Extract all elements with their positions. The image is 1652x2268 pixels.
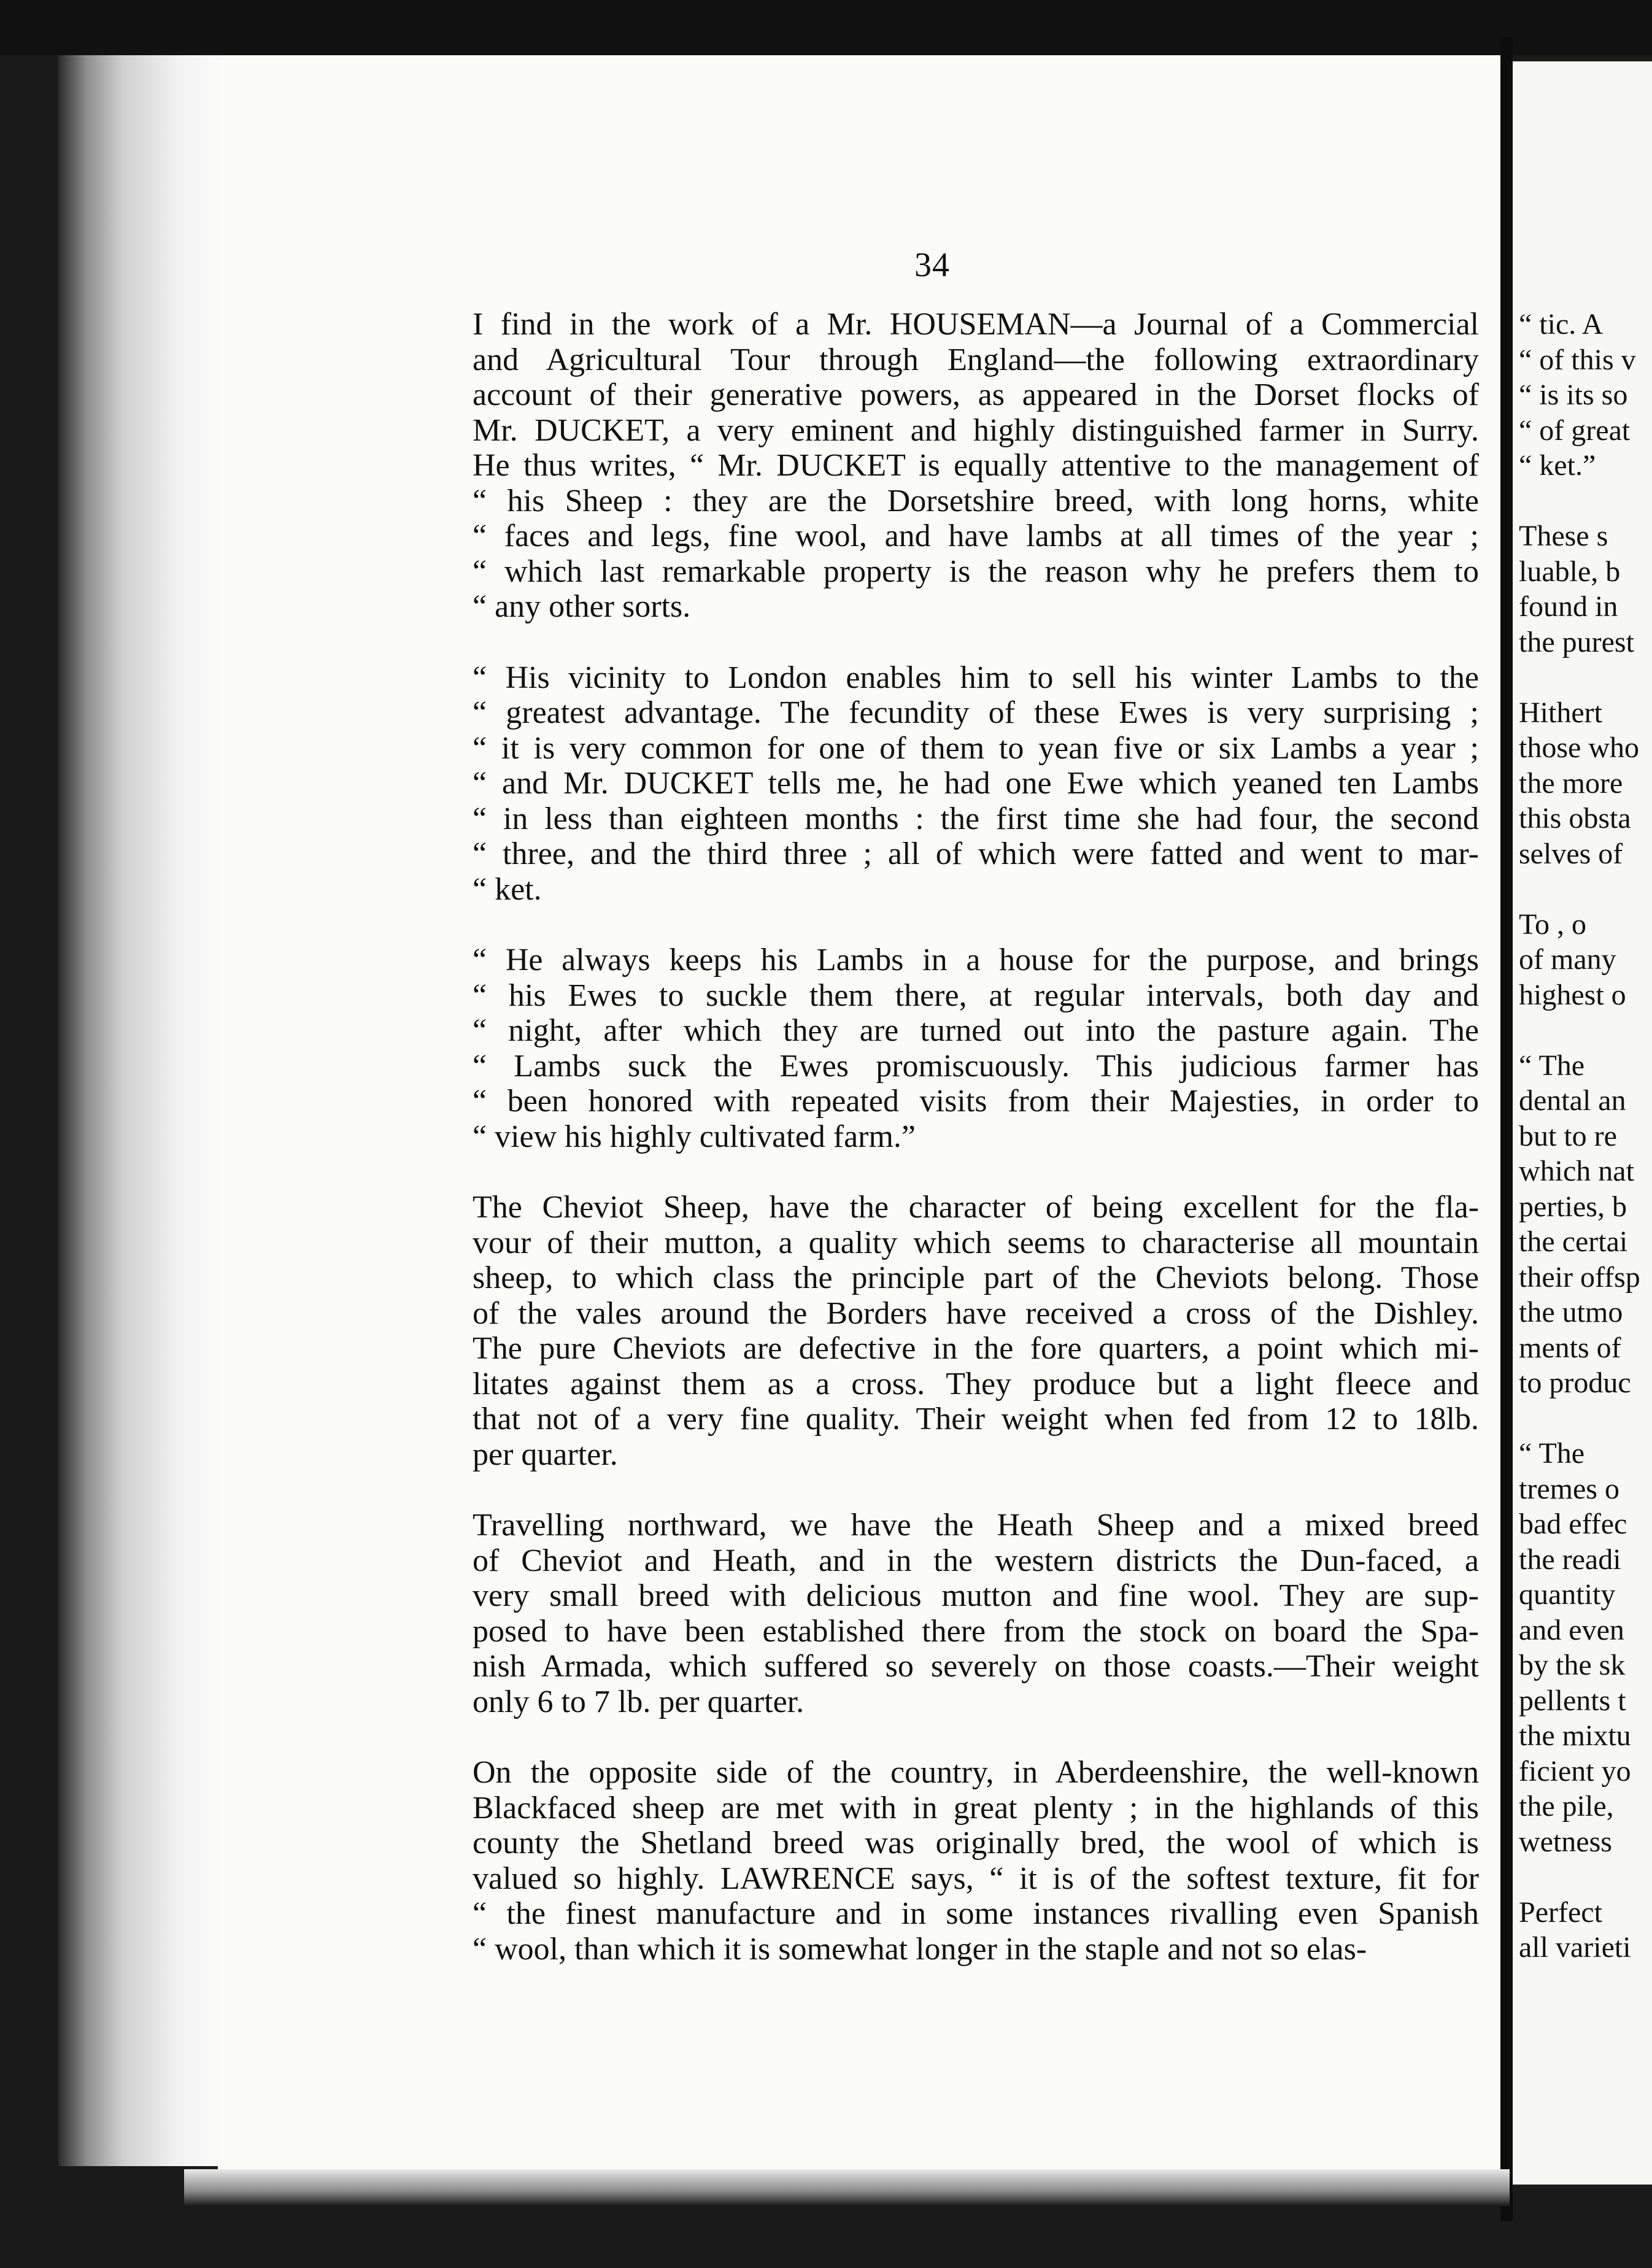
facing-text-line: These s bbox=[1519, 520, 1608, 552]
text-line: “ his Ewes to suckle them there, at regular intervals, both day and bbox=[473, 978, 1479, 1013]
text-line: of the vales around the Borders have received a cross of the Dishley. bbox=[473, 1295, 1479, 1331]
body-text bbox=[473, 307, 1479, 1967]
text-line: “ He always keeps his Lambs in a house for the purpose, and brings bbox=[473, 943, 1479, 978]
text-line: that not of a very fine quality. Their weight when fed from 12 to 18lb. bbox=[473, 1402, 1479, 1437]
text-line: only 6 to 7 lb. per quarter. bbox=[473, 1684, 805, 1719]
text-line: Blackfaced sheep are met with in great plenty ; in the highlands of this bbox=[473, 1790, 1479, 1826]
page-bottom-edge bbox=[184, 2169, 1510, 2206]
facing-text-line: the purest bbox=[1519, 625, 1634, 658]
facing-text-line: highest o bbox=[1519, 978, 1626, 1011]
facing-text-line bbox=[1519, 660, 1652, 695]
text-line: “ the finest manufacture and in some instances rivalling even Spanish bbox=[473, 1896, 1479, 1931]
facing-text-line: Hithert bbox=[1519, 696, 1602, 729]
facing-text-line: selves of bbox=[1519, 837, 1623, 870]
facing-text-line bbox=[1519, 1012, 1652, 1048]
text-line: sheep, to which class the principle part of the Cheviots belong. Those bbox=[473, 1260, 1479, 1295]
text-line: “ it is very common for one of them to yean five or six Lambs a year ; bbox=[473, 730, 1479, 766]
facing-text-line: the readi bbox=[1519, 1543, 1621, 1576]
facing-text-line: pellents t bbox=[1519, 1684, 1626, 1717]
facing-text-line: but to re bbox=[1519, 1119, 1617, 1152]
text-line: account of their generative powers, as appeared in the Dorset flocks of bbox=[473, 377, 1479, 412]
text-line: I find in the work of a Mr. HOUSEMAN—a Journal of a Commercial bbox=[473, 307, 1479, 342]
facing-text-line: which nat bbox=[1519, 1155, 1634, 1187]
page-binding-edge bbox=[58, 55, 218, 2166]
paragraph bbox=[473, 1190, 1479, 1472]
facing-text-line: the more bbox=[1519, 766, 1623, 800]
facing-text-line: this obsta bbox=[1519, 802, 1631, 835]
facing-text-line: ficient yo bbox=[1519, 1754, 1631, 1788]
text-line: “ three, and the third three ; all of which were fatted and went to mar- bbox=[473, 836, 1479, 871]
text-line: “ any other sorts. bbox=[473, 589, 691, 624]
text-line: valued so highly. LAWRENCE says, “ it is of the softest texture, fit for bbox=[473, 1861, 1479, 1896]
paragraph bbox=[473, 1755, 1479, 1967]
scan-border-top bbox=[0, 0, 1652, 55]
facing-text-line: dental an bbox=[1519, 1084, 1626, 1117]
facing-text-line: “ is its so bbox=[1519, 379, 1628, 411]
facing-text-line: “ of great bbox=[1519, 414, 1631, 447]
paragraph-gap bbox=[473, 907, 1479, 943]
text-line: “ his Sheep : they are the Dorsetshire breed, with long horns, white bbox=[473, 483, 1479, 519]
facing-text-line bbox=[1519, 484, 1652, 519]
text-line: Mr. DUCKET, a very eminent and highly distinguished farmer in Surry. bbox=[473, 412, 1479, 448]
facing-text-line: “ tic. A bbox=[1519, 308, 1604, 341]
facing-text-line: “ ket.” bbox=[1519, 449, 1596, 482]
text-line: nish Armada, which suffered so severely on those coasts.—Their weight bbox=[473, 1649, 1479, 1684]
facing-text-line bbox=[1519, 1859, 1652, 1895]
text-line: vour of their mutton, a quality which seems to characterise all mountain bbox=[473, 1225, 1479, 1260]
paragraph bbox=[473, 660, 1479, 908]
text-line: “ Lambs suck the Ewes promiscuously. This judicious farmer has bbox=[473, 1048, 1479, 1084]
facing-text-line: all varieti bbox=[1519, 1931, 1631, 1964]
paragraph-gap bbox=[473, 625, 1479, 660]
text-line: “ greatest advantage. The fecundity of these Ewes is very surprising ; bbox=[473, 695, 1479, 730]
text-line: On the opposite side of the country, in Aberdeenshire, the well-known bbox=[473, 1755, 1479, 1790]
text-line: “ His vicinity to London enables him to sell his winter Lambs to the bbox=[473, 660, 1479, 695]
facing-text-line: to produc bbox=[1519, 1367, 1631, 1399]
facing-text-line: tremes o bbox=[1519, 1472, 1619, 1505]
facing-page-text bbox=[1519, 307, 1652, 1965]
text-line: “ and Mr. DUCKET tells me, he had one Ewe which yeaned ten Lambs bbox=[473, 766, 1479, 801]
facing-text-line: the pile, bbox=[1519, 1790, 1614, 1822]
facing-text-line: wetness bbox=[1519, 1825, 1612, 1858]
facing-text-line: found in bbox=[1519, 590, 1618, 623]
facing-text-line: by the sk bbox=[1519, 1649, 1626, 1681]
facing-text-line: of many bbox=[1519, 943, 1616, 976]
facing-text-line: ments of bbox=[1519, 1331, 1621, 1364]
paragraph bbox=[473, 943, 1479, 1154]
text-line: “ which last remarkable property is the reason why he prefers them to bbox=[473, 554, 1479, 589]
text-line: and Agricultural Tour through England—the following extraordinary bbox=[473, 342, 1479, 377]
page-gutter bbox=[1500, 37, 1513, 2221]
facing-text-line: “ The bbox=[1519, 1049, 1585, 1082]
text-line: of Cheviot and Heath, and in the western districts the Dun-faced, a bbox=[473, 1543, 1479, 1578]
text-line: “ ket. bbox=[473, 871, 542, 907]
text-line: “ been honored with repeated visits from their Majesties, in order to bbox=[473, 1084, 1479, 1119]
text-line: “ faces and legs, fine wool, and have lambs at all times of the year ; bbox=[473, 519, 1479, 554]
facing-text-line bbox=[1519, 871, 1652, 907]
page-number: 34 bbox=[914, 246, 950, 284]
facing-text-line: the certai bbox=[1519, 1225, 1628, 1258]
paragraph bbox=[473, 1508, 1479, 1719]
text-line: litates against them as a cross. They produce but a light fleece and bbox=[473, 1366, 1479, 1402]
text-line: Travelling northward, we have the Heath Sheep and a mixed breed bbox=[473, 1508, 1479, 1543]
facing-text-line: their offsp bbox=[1519, 1260, 1640, 1294]
facing-text-line: “ The bbox=[1519, 1437, 1585, 1470]
text-line: county the Shetland breed was originally bred, the wool of which is bbox=[473, 1826, 1479, 1861]
text-line: “ in less than eighteen months : the first time she had four, the second bbox=[473, 801, 1479, 836]
text-line: He thus writes, “ Mr. DUCKET is equally attentive to the management of bbox=[473, 448, 1479, 483]
paragraph-gap bbox=[473, 1719, 1479, 1755]
facing-text-line: luable, b bbox=[1519, 555, 1621, 588]
facing-text-line bbox=[1519, 1401, 1652, 1437]
text-line: The Cheviot Sheep, have the character of being excellent for the fla- bbox=[473, 1190, 1479, 1225]
facing-text-line: To , o bbox=[1519, 908, 1586, 941]
text-line: “ view his highly cultivated farm.” bbox=[473, 1119, 916, 1154]
facing-text-line: perties, b bbox=[1519, 1190, 1627, 1223]
facing-text-line: those who bbox=[1519, 731, 1639, 764]
facing-text-line: bad effec bbox=[1519, 1508, 1627, 1540]
facing-text-line: quantity bbox=[1519, 1578, 1616, 1611]
text-line: The pure Cheviots are defective in the fore quarters, a point which mi- bbox=[473, 1331, 1479, 1366]
facing-text-line: “ of this v bbox=[1519, 343, 1636, 376]
paragraph-gap bbox=[473, 1154, 1479, 1190]
paragraph bbox=[473, 307, 1479, 625]
text-line: per quarter. bbox=[473, 1437, 618, 1472]
facing-text-line: the utmo bbox=[1519, 1296, 1623, 1329]
text-line: “ wool, than which it is somewhat longer in the staple and not so elas- bbox=[473, 1931, 1367, 1967]
text-line: “ night, after which they are turned out into the pasture again. The bbox=[473, 1013, 1479, 1048]
text-line: very small breed with delicious mutton and fine wool. They are sup- bbox=[473, 1578, 1479, 1613]
facing-text-line: the mixtu bbox=[1519, 1719, 1631, 1752]
text-line: posed to have been established there from the stock on board the Spa- bbox=[473, 1613, 1479, 1649]
facing-text-line: and even bbox=[1519, 1613, 1624, 1646]
paragraph-gap bbox=[473, 1472, 1479, 1508]
facing-text-line: Perfect bbox=[1519, 1896, 1602, 1929]
